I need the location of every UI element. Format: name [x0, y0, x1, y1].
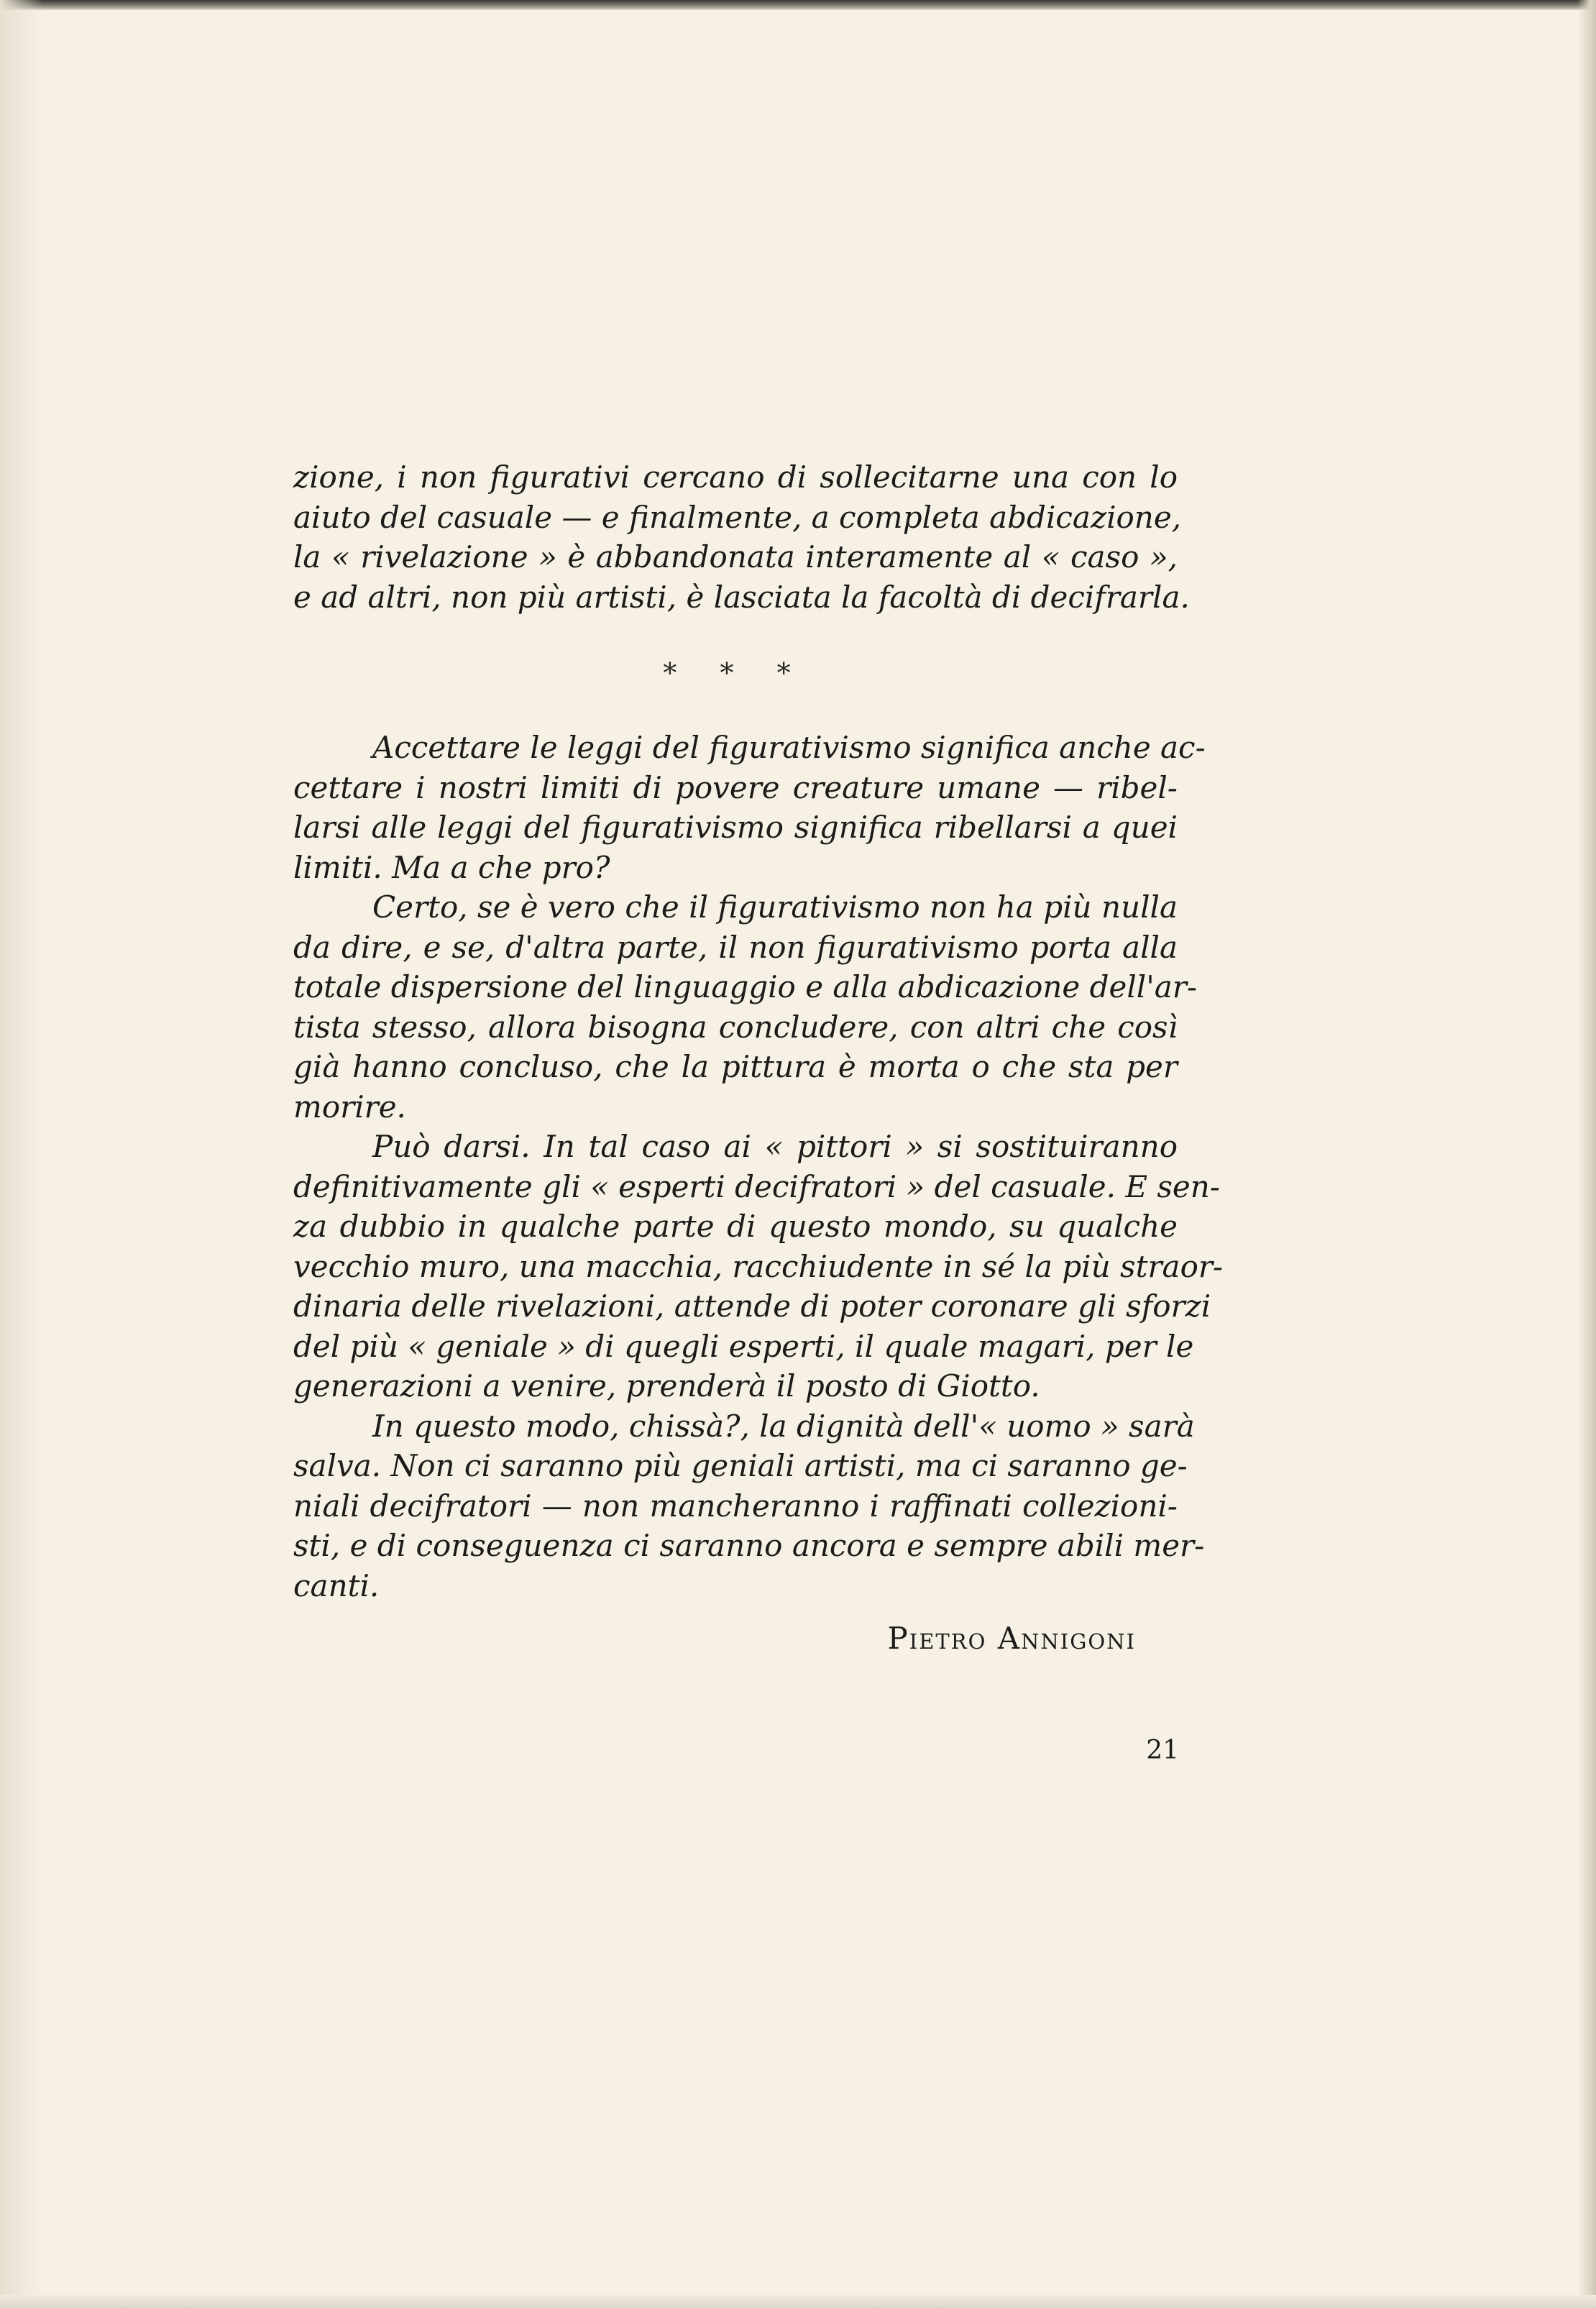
- text-line: canti.: [293, 1567, 380, 1603]
- text-line: del più « geniale » di quegli esperti, il quale magari, per le: [293, 1328, 1194, 1364]
- text-line: vecchio muro, una macchia, racchiudente in sé la più straor-: [293, 1248, 1224, 1284]
- page-number: 21: [1146, 1736, 1179, 1765]
- text-line: niali decifratori — non mancheranno i raffinati collezioni-: [293, 1488, 1178, 1524]
- intro-paragraph: [293, 457, 1190, 617]
- text-line: Accettare le leggi del figurativismo significa anche ac-: [372, 730, 1206, 765]
- text-line: Può darsi. In tal caso ai « pittori » si sostituiranno: [372, 1129, 1178, 1164]
- text-line: In questo modo, chissà?, la dignità dell'« uomo » sarà: [372, 1408, 1195, 1444]
- section-separator: * * *: [663, 657, 808, 689]
- text-line: cettare i nostri limiti di povere creature umane — ribel-: [293, 769, 1178, 805]
- text-line: totale dispersione del linguaggio e alla abdicazione dell'ar-: [293, 969, 1198, 1004]
- text-line: salva. Non ci saranno più geniali artisti, ma ci saranno ge-: [293, 1448, 1188, 1483]
- page-bottom-edge: [0, 2295, 1596, 2308]
- text-line: generazioni a venire, prenderà il posto di Giotto.: [293, 1368, 1040, 1403]
- page-top-edge: [0, 0, 1596, 10]
- text-line: definitivamente gli « esperti decifratori » del casuale. E sen-: [293, 1168, 1220, 1204]
- text-line: morire.: [293, 1089, 406, 1125]
- text-line: larsi alle leggi del figurativismo significa ribellarsi a quei: [293, 810, 1178, 845]
- text-line: la « rivelazione » è abbandonata interamente al « caso »,: [293, 539, 1178, 574]
- text-line: e ad altri, non più artisti, è lasciata la facoltà di decifrarla.: [293, 579, 1190, 615]
- text-line: zione, i non figurativi cercano di sollecitarne una con lo: [293, 459, 1178, 495]
- text-line: limiti. Ma a che pro?: [293, 849, 610, 885]
- text-line: Certo, se è vero che il figurativismo non ha più nulla: [372, 889, 1178, 925]
- text-line: sti, e di conseguenza ci saranno ancora e sempre abili mer-: [293, 1528, 1205, 1563]
- text-line: da dire, e se, d'altra parte, il non figurativismo porta alla: [293, 929, 1178, 965]
- text-line: dinaria delle rivelazioni, attende di poter coronare gli sforzi: [293, 1288, 1211, 1324]
- text-line: già hanno concluso, che la pittura è morta o che sta per: [293, 1049, 1178, 1084]
- main-text: [293, 728, 1224, 1606]
- author-signature: Pietro Annigoni: [887, 1621, 1136, 1656]
- text-line: aiuto del casuale — e finalmente, a completa abdicazione,: [293, 499, 1182, 535]
- page-gutter-shadow: [0, 0, 43, 2308]
- page-right-edge: [1577, 0, 1596, 2308]
- text-line: za dubbio in qualche parte di questo mondo, su qualche: [293, 1209, 1178, 1244]
- text-line: tista stesso, allora bisogna concludere, con altri che così: [293, 1009, 1178, 1045]
